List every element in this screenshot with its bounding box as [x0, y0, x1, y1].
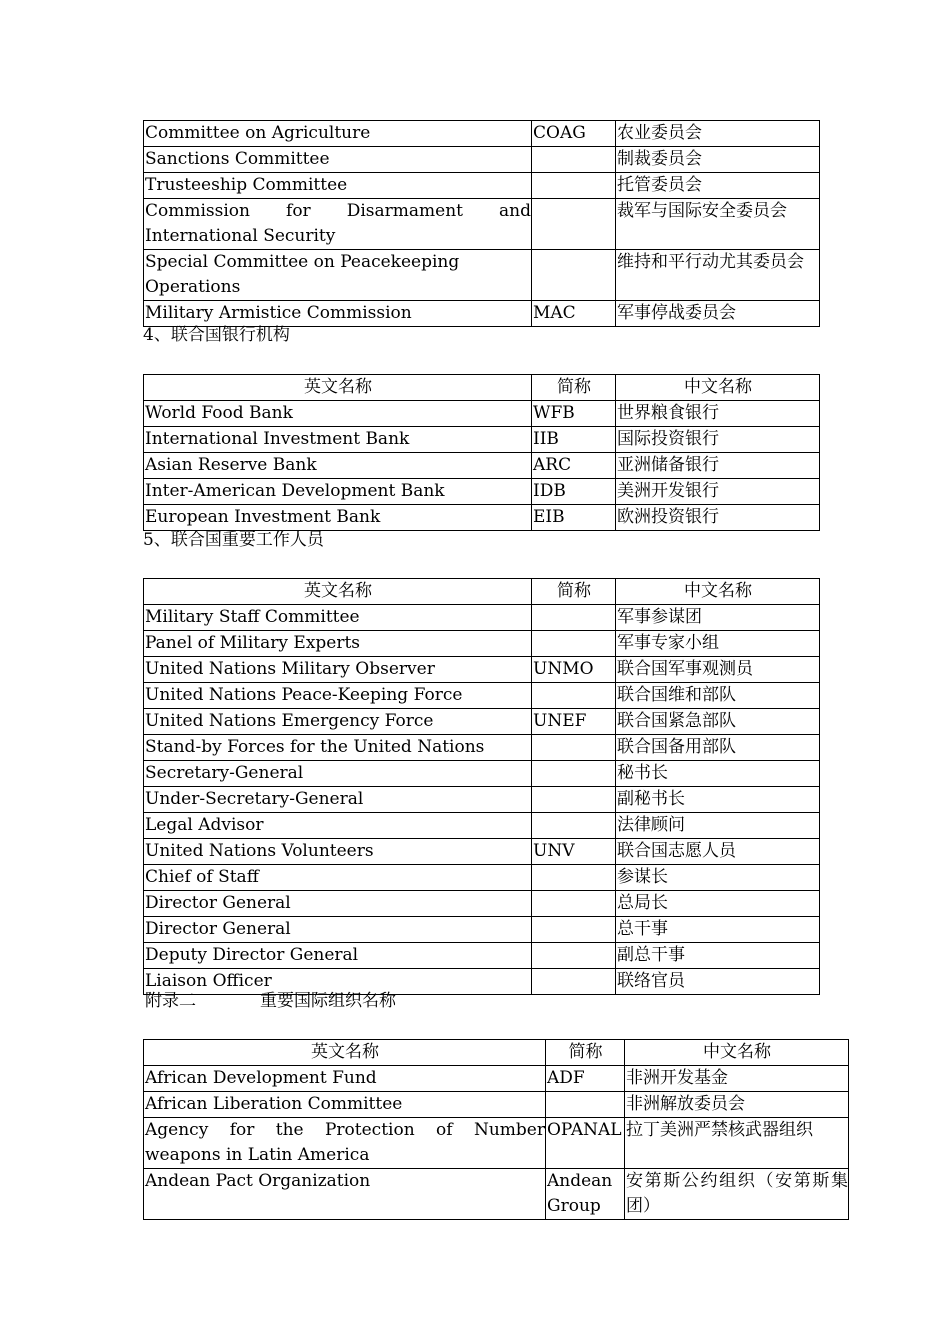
header-zh: 中文名称 — [616, 579, 820, 605]
abbr-cell — [546, 1092, 625, 1118]
zh-name-cell: 制裁委员会 — [616, 147, 820, 173]
header-abbr: 简称 — [532, 375, 616, 401]
zh-name-cell: 参谋长 — [616, 865, 820, 891]
en-name-cell: Panel of Military Experts — [144, 631, 532, 657]
table-row — [144, 250, 820, 301]
zh-name-cell: 副秘书长 — [616, 787, 820, 813]
zh-name-cell: 安第斯公约组织（安第斯集团） — [625, 1169, 849, 1220]
abbr-cell: IDB — [532, 479, 616, 505]
table-row — [144, 813, 820, 839]
table-row — [144, 453, 820, 479]
en-name-cell: United Nations Peace-Keeping Force — [144, 683, 532, 709]
en-name-cell: United Nations Volunteers — [144, 839, 532, 865]
abbr-cell — [532, 865, 616, 891]
section-5-title: 5、联合国重要工作人员 — [143, 530, 324, 550]
appendix-title: 重要国际组织名称 — [260, 991, 396, 1011]
en-name-cell: African Development Fund — [144, 1066, 546, 1092]
table-row — [144, 1169, 849, 1220]
section-4-title: 4、联合国银行机构 — [143, 325, 290, 345]
zh-name-cell: 联络官员 — [616, 969, 820, 995]
zh-name-cell: 联合国备用部队 — [616, 735, 820, 761]
table-row — [144, 683, 820, 709]
appendix-label: 附录二 — [145, 991, 196, 1011]
zh-name-cell: 联合国志愿人员 — [616, 839, 820, 865]
header-abbr: 简称 — [532, 579, 616, 605]
table-row — [144, 1092, 849, 1118]
zh-name-cell: 维持和平行动尤其委员会 — [616, 250, 820, 301]
table-row — [144, 479, 820, 505]
abbr-cell — [532, 917, 616, 943]
zh-name-cell: 农业委员会 — [616, 121, 820, 147]
zh-name-cell: 欧洲投资银行 — [616, 505, 820, 531]
abbr-cell: ARC — [532, 453, 616, 479]
en-name-cell: Special Committee on Peacekeeping Operations — [144, 250, 532, 301]
table-header-row — [144, 579, 820, 605]
en-name-cell: Stand-by Forces for the United Nations — [144, 735, 532, 761]
header-en: 英文名称 — [144, 1040, 546, 1066]
header-zh: 中文名称 — [625, 1040, 849, 1066]
en-name-cell: Asian Reserve Bank — [144, 453, 532, 479]
table-row — [144, 839, 820, 865]
table-row — [144, 761, 820, 787]
abbr-cell: Andean Group — [546, 1169, 625, 1220]
en-name-cell: Director General — [144, 917, 532, 943]
table-row — [144, 401, 820, 427]
en-name-cell: Legal Advisor — [144, 813, 532, 839]
en-name-cell: European Investment Bank — [144, 505, 532, 531]
zh-name-cell: 拉丁美洲严禁核武器组织 — [625, 1118, 849, 1169]
abbr-cell — [532, 631, 616, 657]
table-row — [144, 605, 820, 631]
zh-name-cell: 法律顾问 — [616, 813, 820, 839]
en-name-cell: United Nations Military Observer — [144, 657, 532, 683]
header-en: 英文名称 — [144, 375, 532, 401]
en-name-cell: Chief of Staff — [144, 865, 532, 891]
zh-name-cell: 托管委员会 — [616, 173, 820, 199]
abbr-cell — [532, 199, 616, 250]
table-row — [144, 1066, 849, 1092]
abbr-cell — [532, 147, 616, 173]
zh-name-cell: 联合国军事观测员 — [616, 657, 820, 683]
table-row — [144, 917, 820, 943]
zh-name-cell: 军事停战委员会 — [616, 301, 820, 327]
en-name-cell: Under-Secretary-General — [144, 787, 532, 813]
en-name-cell: International Investment Bank — [144, 427, 532, 453]
table-row — [144, 121, 820, 147]
intl-orgs-table — [143, 1039, 849, 1220]
table-header-row — [144, 375, 820, 401]
table-row — [144, 865, 820, 891]
header-abbr: 简称 — [546, 1040, 625, 1066]
table-row — [144, 173, 820, 199]
table-row — [144, 631, 820, 657]
zh-name-cell: 军事参谋团 — [616, 605, 820, 631]
zh-name-cell: 裁军与国际安全委员会 — [616, 199, 820, 250]
abbr-cell — [532, 683, 616, 709]
abbr-cell: WFB — [532, 401, 616, 427]
zh-name-cell: 世界粮食银行 — [616, 401, 820, 427]
table-row — [144, 943, 820, 969]
table-row — [144, 1118, 849, 1169]
table-row — [144, 969, 820, 995]
en-name-cell: Andean Pact Organization — [144, 1169, 546, 1220]
abbr-cell: UNMO — [532, 657, 616, 683]
en-name-cell: Deputy Director General — [144, 943, 532, 969]
abbr-cell — [532, 173, 616, 199]
abbr-cell: EIB — [532, 505, 616, 531]
header-en: 英文名称 — [144, 579, 532, 605]
zh-name-cell: 非洲解放委员会 — [625, 1092, 849, 1118]
zh-name-cell: 总干事 — [616, 917, 820, 943]
table-row — [144, 199, 820, 250]
en-name-cell: Military Staff Committee — [144, 605, 532, 631]
table-row — [144, 427, 820, 453]
zh-name-cell: 国际投资银行 — [616, 427, 820, 453]
zh-name-cell: 军事专家小组 — [616, 631, 820, 657]
table-row — [144, 709, 820, 735]
abbr-cell — [532, 969, 616, 995]
abbr-cell: UNEF — [532, 709, 616, 735]
abbr-cell — [532, 605, 616, 631]
en-name-cell: Sanctions Committee — [144, 147, 532, 173]
zh-name-cell: 副总干事 — [616, 943, 820, 969]
un-banks-table — [143, 374, 820, 531]
zh-name-cell: 秘书长 — [616, 761, 820, 787]
header-zh: 中文名称 — [616, 375, 820, 401]
en-name-cell: Commission for Disarmament and International Security — [144, 199, 532, 250]
zh-name-cell: 总局长 — [616, 891, 820, 917]
table-row — [144, 147, 820, 173]
abbr-cell — [532, 787, 616, 813]
zh-name-cell: 亚洲储备银行 — [616, 453, 820, 479]
en-name-cell: United Nations Emergency Force — [144, 709, 532, 735]
table-row — [144, 657, 820, 683]
abbr-cell — [532, 891, 616, 917]
en-name-cell: Liaison Officer — [144, 969, 532, 995]
en-name-cell: Inter-American Development Bank — [144, 479, 532, 505]
zh-name-cell: 联合国维和部队 — [616, 683, 820, 709]
abbr-cell: COAG — [532, 121, 616, 147]
abbr-cell — [532, 813, 616, 839]
abbr-cell — [532, 943, 616, 969]
en-name-cell: Agency for the Protection of Number weapons in Latin America — [144, 1118, 546, 1169]
en-name-cell: Committee on Agriculture — [144, 121, 532, 147]
table-row — [144, 787, 820, 813]
un-staff-table — [143, 578, 820, 995]
abbr-cell — [532, 250, 616, 301]
abbr-cell: MAC — [532, 301, 616, 327]
abbr-cell: ADF — [546, 1066, 625, 1092]
abbr-cell — [532, 761, 616, 787]
abbr-cell: IIB — [532, 427, 616, 453]
abbr-cell — [532, 735, 616, 761]
table-row — [144, 735, 820, 761]
en-name-cell: World Food Bank — [144, 401, 532, 427]
zh-name-cell: 美洲开发银行 — [616, 479, 820, 505]
committees-table — [143, 120, 820, 327]
en-name-cell: Secretary-General — [144, 761, 532, 787]
zh-name-cell: 非洲开发基金 — [625, 1066, 849, 1092]
en-name-cell: Military Armistice Commission — [144, 301, 532, 327]
table-header-row — [144, 1040, 849, 1066]
zh-name-cell: 联合国紧急部队 — [616, 709, 820, 735]
abbr-cell: UNV — [532, 839, 616, 865]
en-name-cell: African Liberation Committee — [144, 1092, 546, 1118]
abbr-cell: OPANAL — [546, 1118, 625, 1169]
en-name-cell: Director General — [144, 891, 532, 917]
table-row — [144, 505, 820, 531]
table-row — [144, 891, 820, 917]
en-name-cell: Trusteeship Committee — [144, 173, 532, 199]
